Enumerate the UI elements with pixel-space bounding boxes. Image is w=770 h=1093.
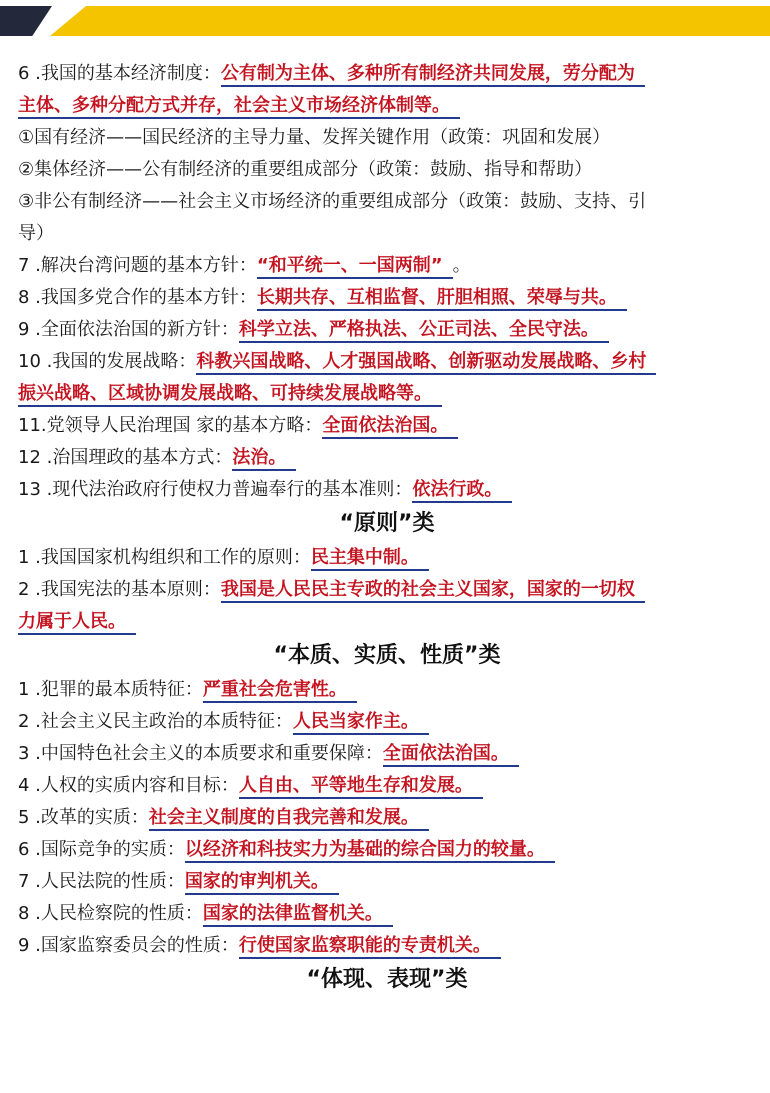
item-text: 8 .人民检察院的性质： — [18, 903, 203, 924]
list-item — [18, 122, 756, 154]
item-text: 7 .解决台湾问题的基本方针： — [18, 255, 257, 276]
item-text: ②集体经济——公有制经济的重要组成部分（政策：鼓励、指导和帮助） — [18, 159, 593, 180]
item-answer: 民主集中制。 — [311, 547, 429, 571]
item-text: 1 .犯罪的最本质特征： — [18, 679, 203, 700]
item-text: 5 .改革的实质： — [18, 807, 149, 828]
item-answer: 人民当家作主。 — [293, 711, 429, 735]
item-text: 6 .我国的基本经济制度： — [18, 63, 221, 84]
item-answer: 国家的法律监督机关。 — [203, 903, 393, 927]
item-answer: 科教兴国战略、人才强国战略、创新驱动发展战略、乡村 — [196, 351, 656, 375]
item-answer: 振兴战略、区域协调发展战略、可持续发展战略等。 — [18, 383, 442, 407]
list-item — [18, 866, 756, 898]
list-item — [18, 474, 756, 506]
item-answer: 国家的审判机关。 — [185, 871, 339, 895]
list-item — [18, 314, 756, 346]
section-heading: “体现、表现”类 — [306, 967, 468, 992]
item-suffix: 。 — [452, 255, 471, 276]
item-text: 4 .人权的实质内容和目标： — [18, 775, 239, 796]
list-item — [18, 834, 756, 866]
list-item — [18, 410, 756, 442]
item-answer: 全面依法治国。 — [383, 743, 519, 767]
list-item — [18, 442, 756, 474]
item-answer: 行使国家监察职能的专责机关。 — [239, 935, 501, 959]
item-text: 导） — [18, 223, 54, 244]
item-text: 12 .治国理政的基本方式： — [18, 447, 233, 468]
item-answer: 长期共存、互相监督、肝胆相照、荣辱与共。 — [257, 287, 627, 311]
item-text: ③非公有制经济——社会主义市场经济的重要组成部分（政策：鼓励、支持、引 — [18, 191, 647, 212]
list-item — [18, 90, 756, 122]
list-item — [18, 218, 756, 250]
item-answer: 我国是人民民主专政的社会主义国家，国家的一切权 — [221, 579, 645, 603]
list-item — [18, 186, 756, 218]
item-answer: 力属于人民。 — [18, 611, 136, 635]
list-item — [18, 250, 756, 282]
document-body — [18, 58, 756, 998]
item-text: 7 .人民法院的性质： — [18, 871, 185, 892]
banner-yellow-stripe — [50, 6, 770, 36]
list-item — [18, 346, 756, 378]
item-text: 9 .国家监察委员会的性质： — [18, 935, 239, 956]
list-item — [18, 282, 756, 314]
item-text: 2 .社会主义民主政治的本质特征： — [18, 711, 293, 732]
list-item — [18, 58, 756, 90]
item-answer: 公有制为主体、多种所有制经济共同发展，劳分配为 — [221, 63, 645, 87]
section-heading: “原则”类 — [339, 511, 435, 536]
list-item — [18, 542, 756, 574]
list-item — [18, 898, 756, 930]
item-answer: 以经济和科技实力为基础的综合国力的较量。 — [185, 839, 555, 863]
list-item — [18, 154, 756, 186]
item-answer: 严重社会危害性。 — [203, 679, 357, 703]
item-text: 2 .我国宪法的基本原则： — [18, 579, 221, 600]
item-text: 13 .现代法治政府行使权力普遍奉行的基本准则： — [18, 479, 413, 500]
list-item — [18, 706, 756, 738]
item-answer: 主体、多种分配方式并存，社会主义市场经济体制等。 — [18, 95, 460, 119]
item-text: 3 .中国特色社会主义的本质要求和重要保障： — [18, 743, 383, 764]
list-item — [18, 574, 756, 606]
list-item — [18, 930, 756, 962]
item-answer: 依法行政。 — [412, 479, 512, 503]
item-answer: “和平统一、一国两制” — [257, 255, 453, 279]
item-text: ①国有经济——国民经济的主导力量、发挥关键作用（政策：巩固和发展） — [18, 127, 611, 148]
list-item — [18, 738, 756, 770]
item-text: 11.党领导人民治理国 家的基本方略： — [18, 415, 323, 436]
header-banner — [0, 0, 770, 44]
banner-dark-stripe — [0, 6, 52, 36]
item-text: 8 .我国多党合作的基本方针： — [18, 287, 257, 308]
item-answer: 法治。 — [232, 447, 296, 471]
list-item — [18, 606, 756, 638]
item-answer: 科学立法、严格执法、公正司法、全民守法。 — [239, 319, 609, 343]
item-answer: 全面依法治国。 — [322, 415, 458, 439]
list-item — [18, 378, 756, 410]
item-text: 6 .国际竞争的实质： — [18, 839, 185, 860]
item-text: 9 .全面依法治国的新方针： — [18, 319, 239, 340]
list-item — [18, 802, 756, 834]
section-heading: “本质、实质、性质”类 — [273, 643, 501, 668]
item-answer: 社会主义制度的自我完善和发展。 — [149, 807, 429, 831]
list-item — [18, 674, 756, 706]
list-item — [18, 770, 756, 802]
item-answer: 人自由、平等地生存和发展。 — [239, 775, 483, 799]
item-text: 10 .我国的发展战略： — [18, 351, 197, 372]
item-text: 1 .我国国家机构组织和工作的原则： — [18, 547, 311, 568]
